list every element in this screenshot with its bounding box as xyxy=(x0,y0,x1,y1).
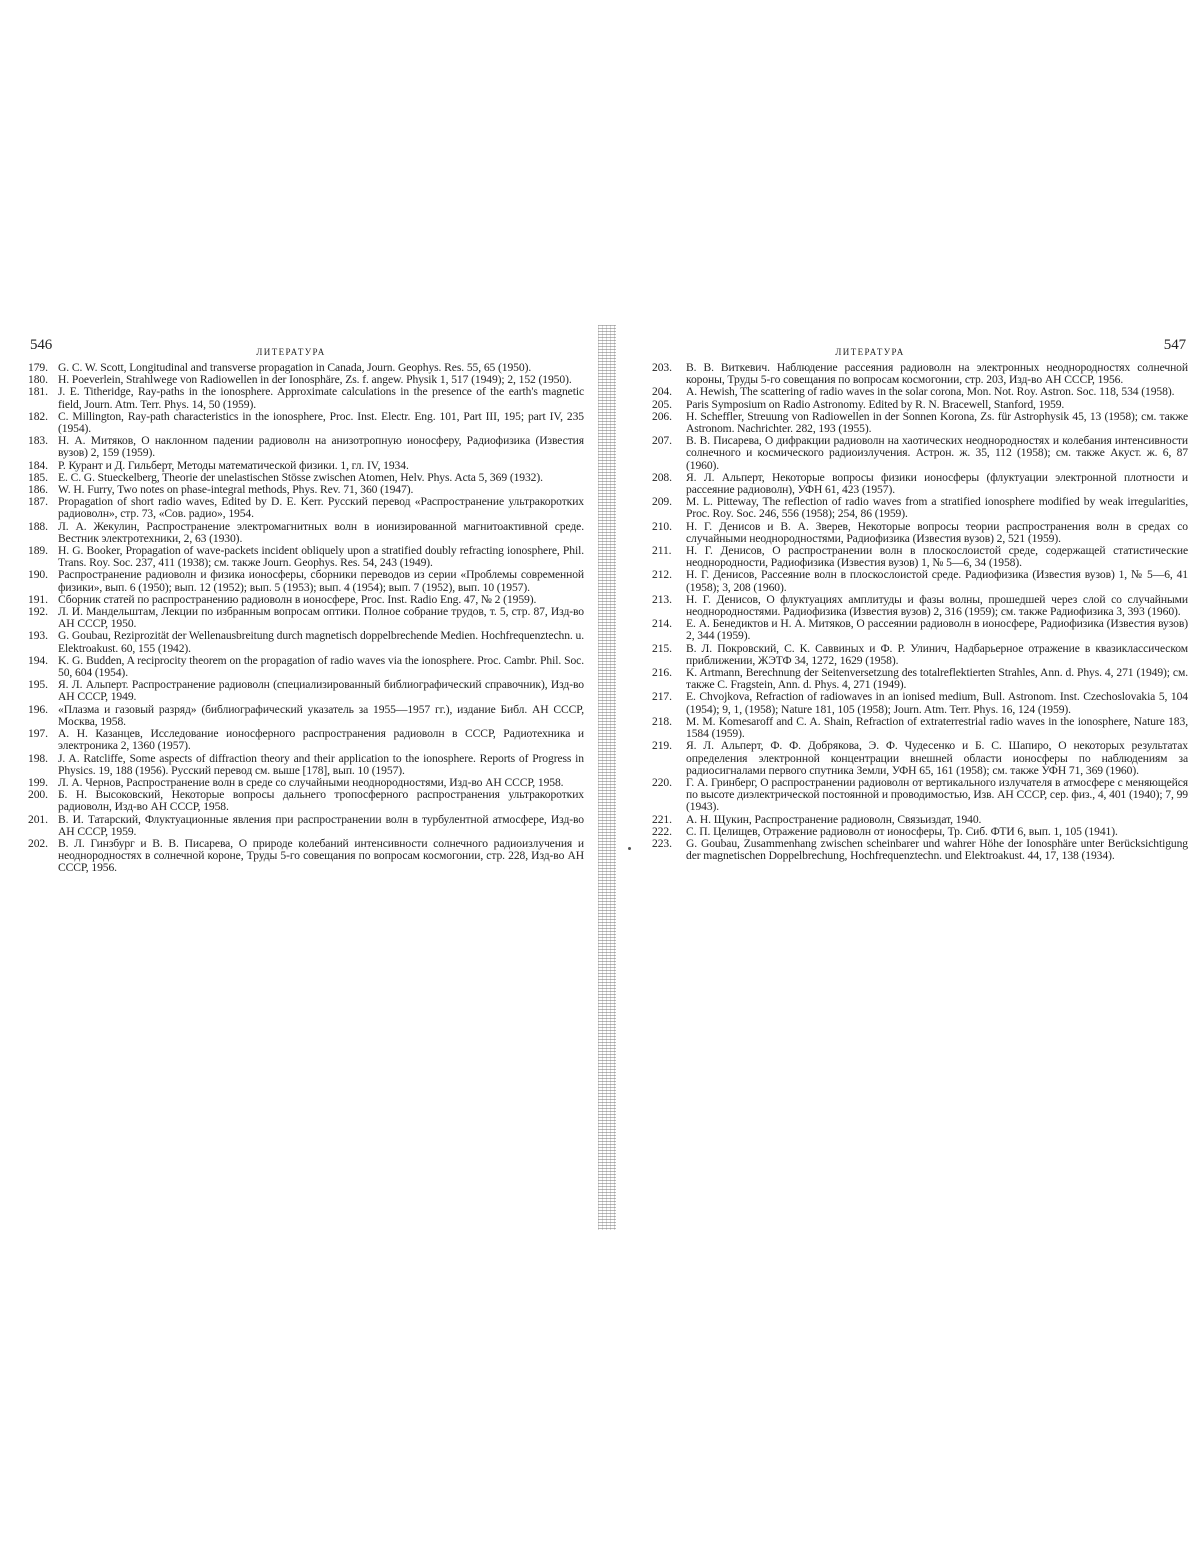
reference-entry xyxy=(652,777,1188,814)
reference-text: Я. Л. Альперт, Ф. Ф. Добрякова, Э. Ф. Чудесенко и Б. С. Шапиро, О некоторых результатах определения электронной концентрации внешней области ионосферы по наблюдениям за радиосигналами первого спутника Земли, УФН 65, 161 (1958); см. также УФН 71, 369 (1960). xyxy=(686,739,1188,777)
right-page-header xyxy=(652,338,1188,362)
reference-entry xyxy=(652,691,1188,715)
reference-number: 205. xyxy=(652,397,672,411)
reference-text: J. E. Titheridge, Ray-paths in the ionosphere. Approximate calculations in the presence of the earth's magnetic field, Journ. Atm. Terr. Phys. 14, 50 (1959). xyxy=(58,385,584,411)
reference-number: 188. xyxy=(28,519,48,533)
reference-entry xyxy=(28,630,584,654)
reference-number: 201. xyxy=(28,812,48,826)
reference-number: 220. xyxy=(652,775,672,789)
reference-text: Г. А. Гринберг, О распространении радиоволн от вертикального излучателя в атмосфере с меняющейся по высоте диэлектрической постоянной и проводимостью, Изв. АН СССР, сер. физ., 4, 401 (1940); 7, 99 (1943). xyxy=(686,775,1188,814)
reference-text: Paris Symposium on Radio Astronomy. Edited by R. N. Bracewell, Stanford, 1959. xyxy=(686,397,1065,411)
reference-text: G. Goubau, Reziprozität der Wellenausbreitung durch magnetisch doppelbrechende Medien. Hochfrequenztechn. u. Elektroakust. 60, 155 (1942). xyxy=(58,629,585,655)
reference-number: 212. xyxy=(652,568,672,582)
reference-entry xyxy=(28,521,584,545)
reference-text: С. П. Целищев, Отражение радиоволн от ионосферы, Тр. Сиб. ФТИ 6, вып. 1, 105 (1941). xyxy=(686,824,1118,838)
reference-entry xyxy=(28,728,584,752)
reference-text: K. G. Budden, A reciprocity theorem on the propagation of radio waves via the ionosphere. Proc. Cambr. Phil. Soc. 50, 604 (1954). xyxy=(58,653,584,680)
reference-entry xyxy=(28,814,584,838)
reference-entry xyxy=(28,606,584,630)
reference-list xyxy=(28,362,584,875)
reference-entry xyxy=(652,594,1188,618)
reference-number: 210. xyxy=(652,519,672,533)
reference-entry xyxy=(28,838,584,875)
reference-entry xyxy=(652,521,1188,545)
reference-text: Н. А. Митяков, О наклонном падении радиоволн на анизотропную ионосферу, Радиофизика (Известия вузов) 2, 159 (1959). xyxy=(58,434,584,460)
reference-number: 194. xyxy=(28,653,48,667)
reference-number: 213. xyxy=(652,592,672,606)
reference-text: K. Artmann, Berechnung der Seitenversetzung des totalreflektierten Strahles, Ann. d. Phys. 4, 271 (1949); см. также C. Fragstein, Ann. d. Phys. 4, 271 (1949). xyxy=(686,666,1188,692)
reference-number: 187. xyxy=(28,495,48,509)
reference-text: В. Л. Покровский, С. К. Саввиных и Ф. Р. Улинич, Надбарьерное отражение в квазиклассическом приближении, ЖЭТФ 34, 1272, 1629 (1958). xyxy=(686,641,1188,667)
reference-text: A. Hewish, The scattering of radio waves in the solar corona, Mon. Not. Roy. Astron. Soc. 118, 534 (1958). xyxy=(686,385,1175,399)
reference-number: 211. xyxy=(652,544,672,558)
reference-text: Сборник статей по распространению радиоволн в ионосфере, Proc. Inst. Radio Eng. 47, № 2 (1959). xyxy=(58,592,537,606)
reference-entry xyxy=(652,716,1188,740)
reference-number: 179. xyxy=(28,361,48,374)
reference-text: А. Н. Щукин, Распространение радиоволн, Связьиздат, 1940. xyxy=(686,812,982,826)
reference-text: В. В. Писарева, О дифракции радиоволн на хаотических неоднородностях и колебания интенсивности солнечного и космического радиоизлучения. Астрон. ж. 35, 112 (1958); см. также Акуст. ж. 6, 87 (1960). xyxy=(686,434,1188,472)
reference-entry xyxy=(28,789,584,813)
reference-entry xyxy=(652,667,1188,691)
reference-entry xyxy=(652,545,1188,569)
reference-number: 181. xyxy=(28,385,48,399)
reference-entry xyxy=(652,435,1188,472)
reference-entry xyxy=(652,362,1188,386)
reference-entry xyxy=(28,386,584,410)
reference-entry xyxy=(652,411,1188,435)
reference-entry xyxy=(28,704,584,728)
reference-number: 202. xyxy=(28,836,48,850)
reference-entry xyxy=(28,411,584,435)
reference-number: 192. xyxy=(28,605,48,619)
reference-number: 193. xyxy=(28,629,48,643)
reference-text: Propagation of short radio waves, Edited by D. E. Kerr. Русский перевод «Распространение ультракоротких радиоволн», стр. 73, «Сов. радио», 1954. xyxy=(58,495,584,521)
reference-number: 195. xyxy=(28,678,48,692)
reference-entry xyxy=(28,545,584,569)
reference-number: 199. xyxy=(28,775,48,789)
reference-number: 222. xyxy=(652,824,672,838)
reference-text: M. M. Komesaroff and C. A. Shain, Refraction of extraterrestrial radio waves in the ionosphere, Nature 183, 1584 (1959). xyxy=(686,714,1188,741)
reference-number: 196. xyxy=(28,702,48,716)
reference-entry xyxy=(28,496,584,520)
reference-entry xyxy=(28,679,584,703)
reference-number: 183. xyxy=(28,434,48,448)
reference-text: Н. Г. Денисов, О распространении волн в плоскослоистой среде, содержащей статистические неоднородности, Радиофизика (Известия вузов) 1, № 5—6, 34 (1958). xyxy=(686,544,1188,570)
reference-entry xyxy=(28,435,584,459)
reference-entry xyxy=(652,569,1188,593)
reference-number: 223. xyxy=(652,836,672,850)
reference-entry xyxy=(652,496,1188,520)
reference-text: А. Н. Казанцев, Исследование ионосферного распространения радиоволн в СССР, Радиотехника и электроника 2, 1360 (1957). xyxy=(58,727,584,753)
reference-text: Я. Л. Альперт. Распространение радиоволн (специализированный библиографический справочник), Изд-во АН СССР, 1949. xyxy=(58,678,584,704)
reference-entry xyxy=(652,740,1188,777)
reference-number: 189. xyxy=(28,544,48,558)
left-page xyxy=(28,338,584,875)
reference-number: 191. xyxy=(28,592,48,606)
reference-text: E. Chvojkova, Refraction of radiowaves in an ionised medium, Bull. Astronom. Inst. Czechoslovakia 5, 104 (1954); 9, 1, (1958); Nature 181, 105 (1958); Journ. Atm. Terr. Phys. 16, 124 (1959). xyxy=(686,690,1188,716)
reference-text: Б. Н. Высоковский, Некоторые вопросы дальнего тропосферного распространения ультракоротких радиоволн, Изд-во АН СССР, 1958. xyxy=(58,788,584,814)
reference-text: Л. А. Жекулин, Распространение электромагнитных волн в ионизированной магнитоактивной среде. Вестник электротехники, 2, 63 (1930). xyxy=(58,519,584,545)
reference-text: Л. А. Чернов, Распространение волн в среде со случайными неоднородностями, Изд-во АН СССР, 1958. xyxy=(58,775,564,789)
page-number: 547 xyxy=(1163,337,1186,353)
reference-text: В. В. Виткевич. Наблюдение рассеяния радиоволн на электронных неоднородностях солнечной короны, Труды 5-го совещания по вопросам космогонии, стр. 203, Изд-во АН СССР, 1956. xyxy=(686,361,1188,387)
reference-number: 186. xyxy=(28,483,48,497)
reference-text: В. И. Татарский, Флуктуационные явления при распространении волн в турбулентной атмосфере, Изд-во АН СССР, 1959. xyxy=(58,812,584,838)
reference-number: 190. xyxy=(28,568,48,582)
reference-entry xyxy=(652,643,1188,667)
reference-number: 218. xyxy=(652,714,672,728)
page-number: 546 xyxy=(30,337,53,353)
reference-text: Н. Г. Денисов, О флуктуациях амплитуды и фазы волны, прошедшей через слой со случайными неоднородностями. Радиофизика (Известия вузов) 2, 316 (1959); см. также Радиофизика 3, 393 (1960). xyxy=(686,592,1188,619)
reference-number: 216. xyxy=(652,666,672,680)
reference-number: 198. xyxy=(28,751,48,765)
reference-number: 200. xyxy=(28,788,48,802)
reference-number: 208. xyxy=(652,470,672,484)
left-page-header xyxy=(28,338,584,362)
reference-number: 203. xyxy=(652,361,672,374)
reference-text: Н. Г. Денисов и В. А. Зверев, Некоторые вопросы теории распространения волн в средах со случайными неоднородностями, Радиофизика (Известия вузов) 2, 521 (1959). xyxy=(686,519,1188,545)
reference-text: H. Poeverlein, Strahlwege von Radiowellen in der Ionosphäre, Zs. f. angew. Physik 1, 517 (1949); 2, 152 (1950). xyxy=(58,373,572,387)
reference-entry xyxy=(652,838,1188,862)
reference-text: J. A. Ratcliffe, Some aspects of diffraction theory and their application to the ionosphere. Reports of Progress in Physics. 19, 188 (1956). Русский перевод см. выше [178], вып. 10 (1957). xyxy=(58,751,584,777)
reference-text: Е. А. Бенедиктов и Н. А. Митяков, О рассеянии радиоволн в ионосфере, Радиофизика (Известия вузов) 2, 344 (1959). xyxy=(686,617,1188,643)
reference-text: G. Goubau, Zusammenhang zwischen scheinbarer und wahrer Höhe der Ionosphäre unter Berücksichtigung der magnetischen Doppelbrechung, Hochfrequenztechn. und Elektroakust. 44, 17, 138 (1934). xyxy=(686,836,1188,863)
reference-text: G. C. W. Scott, Longitudinal and transverse propagation in Canada, Journ. Geophys. Res. 55, 65 (1950). xyxy=(58,361,532,374)
reference-text: Я. Л. Альперт, Некоторые вопросы физики ионосферы (флуктуации электронной плотности и рассеяние радиоволн), УФН 61, 423 (1957). xyxy=(686,470,1188,497)
book-spine xyxy=(598,325,616,1230)
running-head: ЛИТЕРАТУРА xyxy=(835,347,905,357)
reference-text: Н. Г. Денисов, Рассеяние волн в плоскослоистой среде. Радиофизика (Известия вузов) 1, № 5—6, 41 (1958); 3, 208 (1960). xyxy=(686,568,1188,594)
reference-text: Распространение радиоволн и физика ионосферы, сборники переводов из серии «Проблемы современной физики», вып. 6 (1950); вып. 12 (1952); вып. 5 (1953); вып. 4 (1954); вып. 7 (1952), вып. 10 (1957). xyxy=(58,568,584,594)
running-head: ЛИТЕРАТУРА xyxy=(256,347,326,357)
reference-text: «Плазма и газовый разряд» (библиографический указатель за 1955—1957 гг.), издание Библ. АН СССР, Москва, 1958. xyxy=(58,702,584,728)
reference-number: 209. xyxy=(652,495,672,509)
reference-number: 207. xyxy=(652,434,672,448)
reference-number: 180. xyxy=(28,373,48,387)
reference-list xyxy=(652,362,1188,862)
reference-text: В. Л. Гинзбург и В. В. Писарева, О природе колебаний интенсивности солнечного радиоизлучения и неоднородностях в солнечной короне, Труды 5-го совещания по вопросам космогонии, стр. 228, Изд-во АН СССР, 1956. xyxy=(58,836,584,875)
reference-entry xyxy=(652,472,1188,496)
reference-number: 204. xyxy=(652,385,672,399)
reference-text: Л. И. Мандельштам, Лекции по избранным вопросам оптики. Полное собрание трудов, т. 5, стр. 87, Изд-во АН СССР, 1950. xyxy=(58,605,584,631)
reference-text: M. L. Pitteway, The reflection of radio waves from a stratified ionosphere modified by weak irregularities, Proc. Roy. Soc. 246, 556 (1958); 254, 86 (1959). xyxy=(686,495,1188,521)
scan-speck xyxy=(628,847,631,850)
reference-entry xyxy=(28,655,584,679)
reference-text: H. Scheffler, Streuung von Radiowellen in der Sonnen Korona, Zs. für Astrophysik 45, 13 (1958); см. также Astronom. Nachrichter. 282, 193 (1955). xyxy=(686,409,1188,436)
reference-number: 214. xyxy=(652,617,672,631)
reference-number: 219. xyxy=(652,739,672,753)
reference-entry xyxy=(28,753,584,777)
reference-entry xyxy=(28,569,584,593)
reference-text: E. C. G. Stueckelberg, Theorie der unelastischen Stösse zwischen Atomen, Helv. Phys. Acta 5, 369 (1932). xyxy=(58,470,543,484)
reference-number: 197. xyxy=(28,727,48,741)
reference-text: C. Millington, Ray-path characteristics in the ionosphere, Proc. Inst. Electr. Eng. 101, Part III, 195; part IV, 235 (1954). xyxy=(58,409,584,436)
reference-number: 185. xyxy=(28,470,48,484)
right-page xyxy=(652,338,1188,862)
reference-number: 182. xyxy=(28,409,48,423)
reference-text: H. G. Booker, Propagation of wave-packets incident obliquely upon a stratified doubly refracting ionosphere, Phil. Trans. Roy. Soc. 237, 411 (1938); см. также Journ. Geophys. Res. 54, 243 (1949). xyxy=(58,544,584,570)
reference-number: 221. xyxy=(652,812,672,826)
reference-number: 184. xyxy=(28,458,48,472)
reference-text: Р. Курант и Д. Гильберт, Методы математической физики. 1, гл. IV, 1934. xyxy=(58,458,409,472)
reference-text: W. H. Furry, Two notes on phase-integral methods, Phys. Rev. 71, 360 (1947). xyxy=(58,483,414,497)
reference-number: 215. xyxy=(652,641,672,655)
reference-number: 217. xyxy=(652,690,672,704)
reference-number: 206. xyxy=(652,409,672,423)
reference-entry xyxy=(652,618,1188,642)
